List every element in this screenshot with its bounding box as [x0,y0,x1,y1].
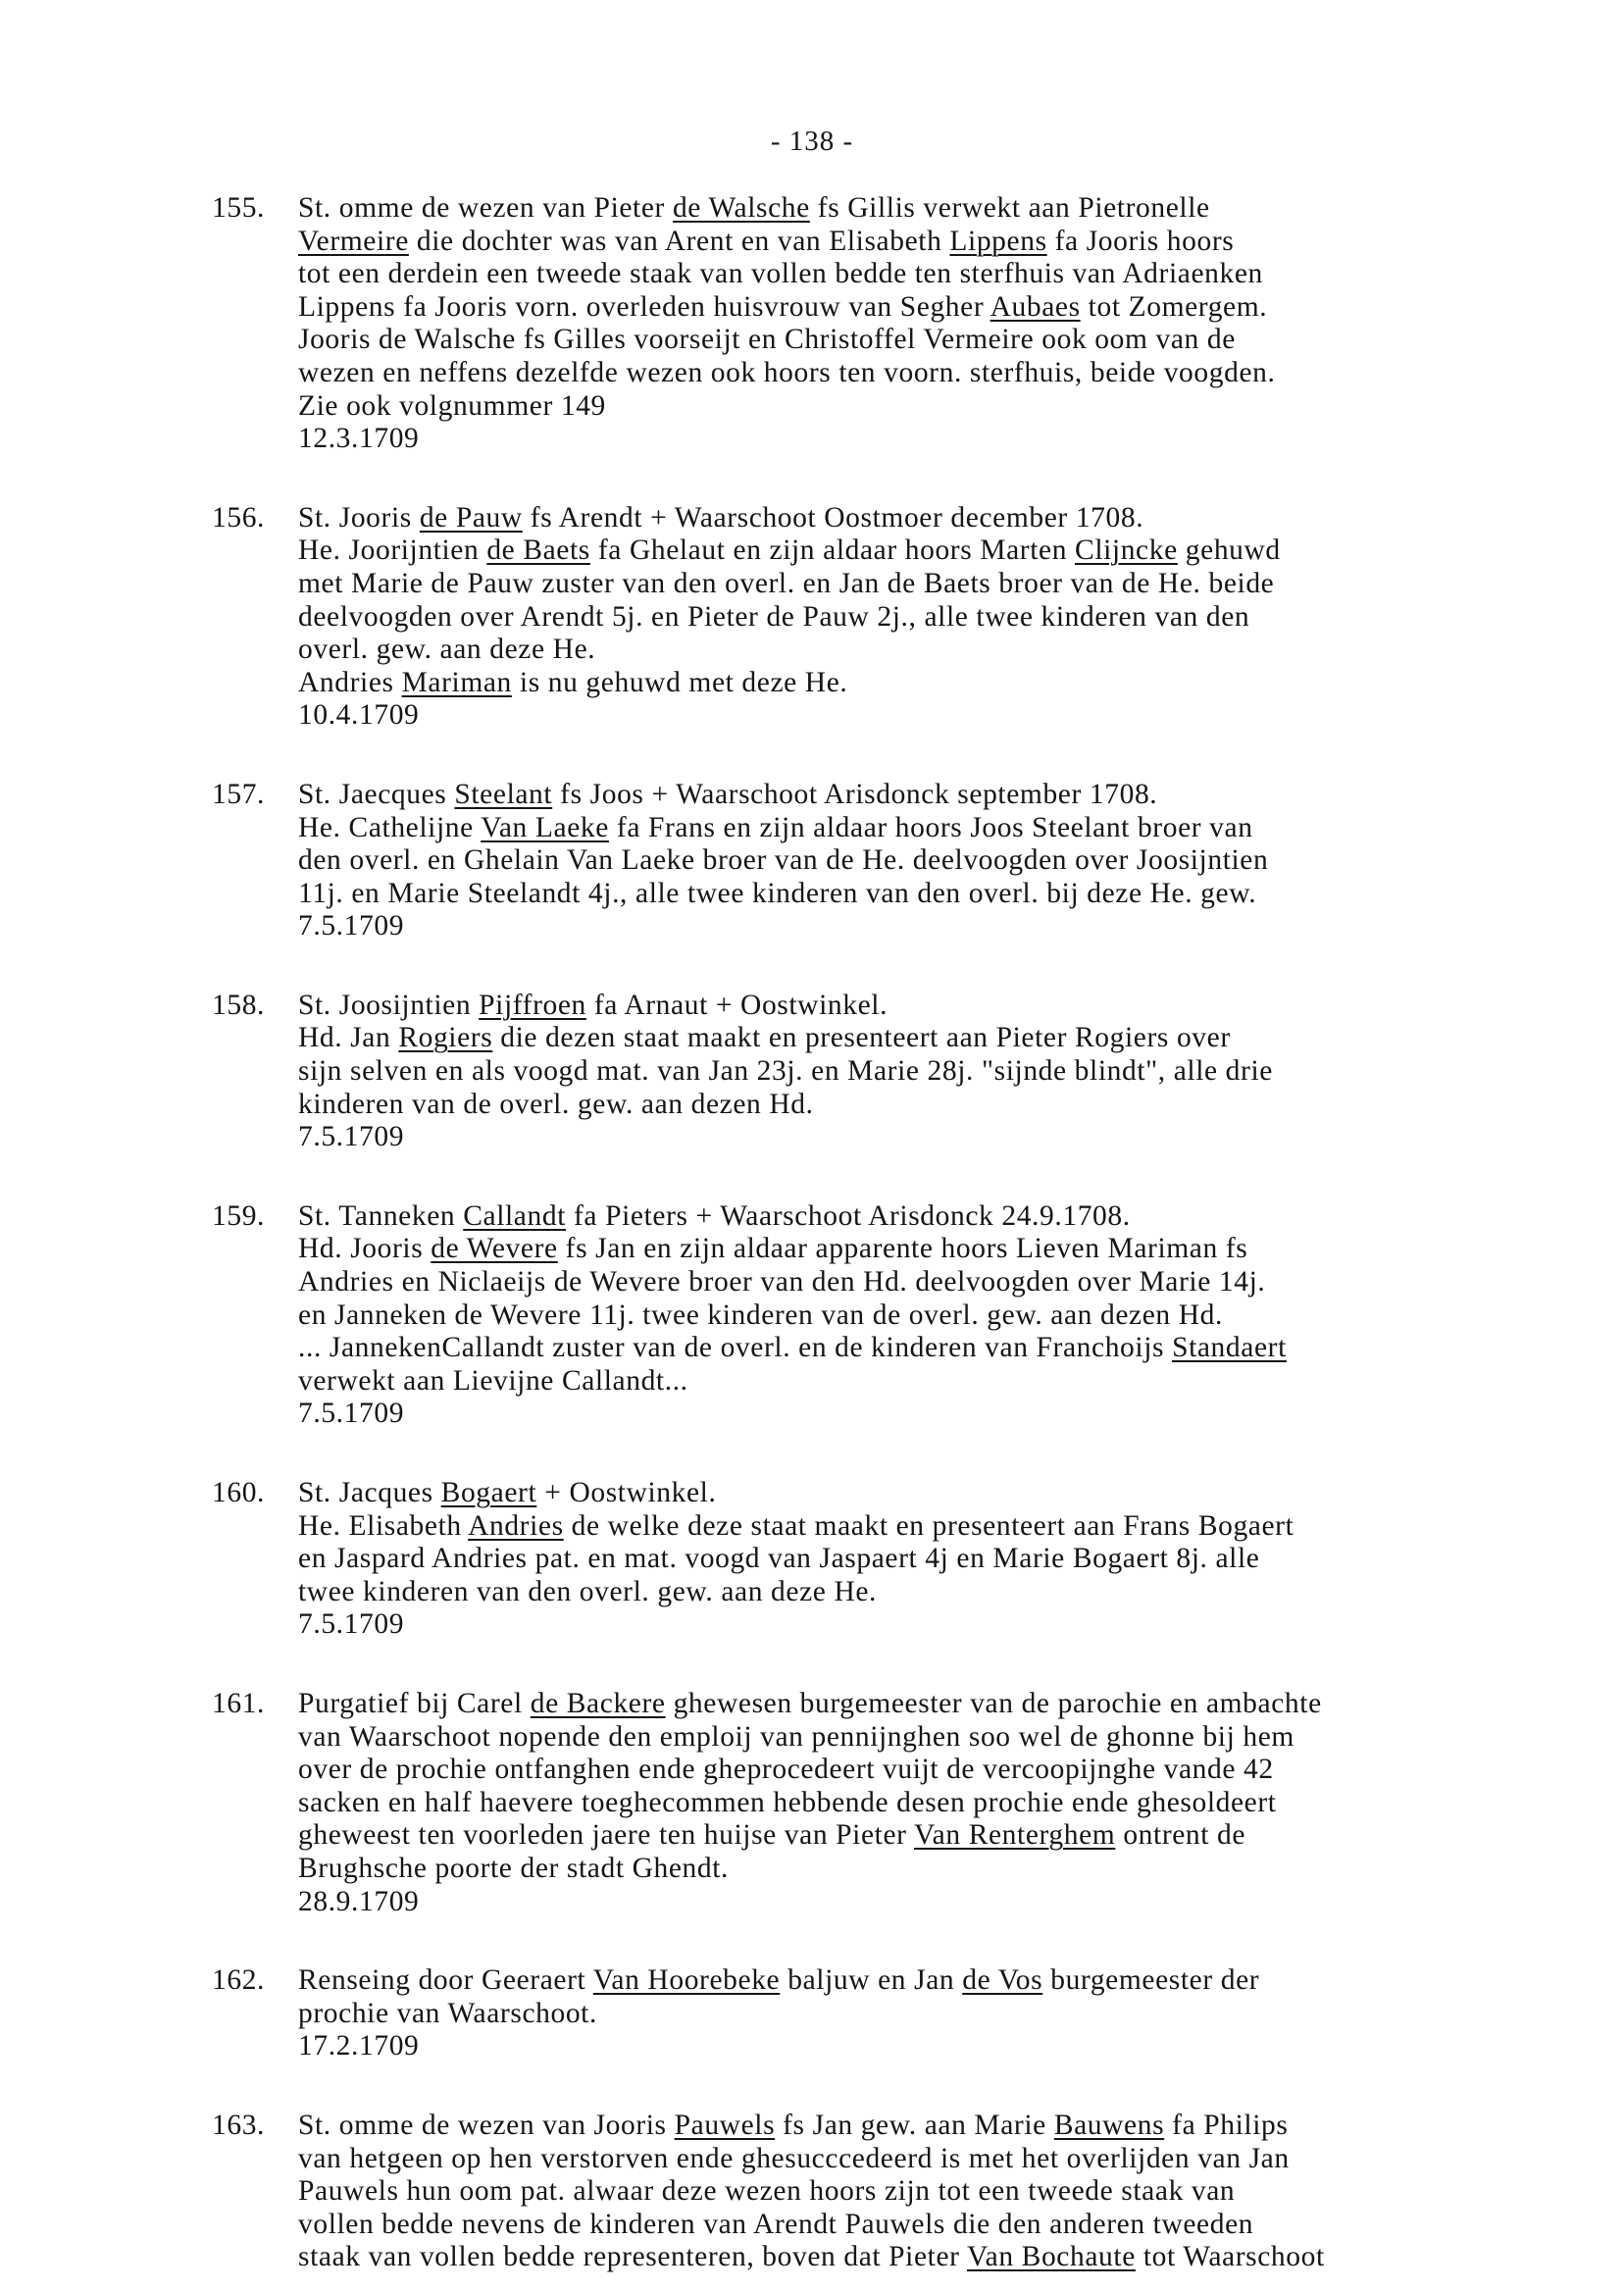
underlined-name: de Wevere [431,1233,558,1265]
text-run: fa Ghelaut en zijn aldaar hoors Marten [589,535,1076,567]
entry-line [298,1964,1585,1998]
text-run: is nu gehuwd met deze He. [511,666,848,698]
text-run: Hd. Jan [298,1022,399,1054]
text-run: fa Pieters + Waarschoot Arisdonck 24.9.1708. [566,1199,1131,1232]
text-run: sijn selven en als voogd mat. van Jan 23j. en Marie 28j. "sijnde blindt", alle drie [298,1055,1273,1088]
underlined-name: Mariman [401,666,512,698]
underlined-name: de Baets [486,535,590,567]
text-run: 7.5.1709 [298,1398,405,1430]
text-run: en Jaspard Andries pat. en mat. voogd van Jaspaert 4j en Marie Bogaert 8j. alle [298,1543,1260,1575]
text-run: He. Elisabeth [298,1509,469,1542]
text-run: He. Cathelijne [298,811,482,843]
text-run: den overl. en Ghelain Van Laeke broer van de He. deelvoogden over Joosijntien [298,844,1269,877]
entry [212,779,1585,943]
underlined-name: Pauwels [674,2109,776,2141]
text-run: overl. gew. aan deze He. [298,634,596,666]
text-run: Purgatief bij Carel [298,1687,531,1719]
entry-line [298,1266,1585,1299]
entry-line [298,1299,1585,1333]
entry-line [298,2030,1585,2063]
entry-line [298,324,1585,357]
text-run: sacken en half haevere toeghecommen hebbende desen prochie ende ghesoldeert [298,1786,1277,1818]
underlined-name: Standaert [1172,1332,1287,1364]
underlined-name: Lippens [949,225,1047,257]
text-run: Hd. Jooris [298,1233,431,1265]
entry-number: 159. [212,1199,266,1232]
text-run: verwekt aan Lievijne Callandt... [298,1364,688,1397]
entry-line [298,2241,1585,2274]
text-run: prochie van Waarschoot. [298,1997,597,2029]
text-run: ontrent de [1115,1819,1246,1852]
entry-line [298,226,1585,259]
text-run: Pauwels hun oom pat. alwaar deze wezen hoors zijn tot een tweede staak van [298,2175,1236,2208]
underlined-name: Steelant [454,778,553,810]
text-run: en Janneken de Wevere 11j. twee kinderen van de overl. gew. aan dezen Hd. [298,1298,1223,1331]
underlined-name: de Vos [962,1964,1043,1997]
text-run: fa Arnaut + Oostwinkel. [585,989,888,1021]
entry-line [298,1089,1585,1122]
entry-line [298,1121,1585,1154]
text-run: deelvoogden over Arendt 5j. en Pieter de Pauw 2j., alle twee kinderen van den [298,600,1250,633]
entry-line [298,1576,1585,1609]
entry-line [298,1721,1585,1755]
entries-list [212,192,1585,2274]
underlined-name: de Backere [530,1687,666,1719]
text-run: Jooris de Walsche fs Gilles voorseijt en Christoffel Vermeire ook oom van de [298,324,1236,356]
entry-number: 158. [212,989,266,1021]
entry-line [298,1819,1585,1853]
entry-line [298,634,1585,667]
entry-line [298,1998,1585,2031]
entry-line [298,1332,1585,1365]
underlined-name: Rogiers [398,1022,493,1054]
underlined-name: Van Renterghem [914,1819,1116,1852]
entry-line [298,535,1585,568]
text-run: gheweest ten voorleden jaere ten huijse van Pieter [298,1819,915,1852]
entry-line [298,2110,1585,2143]
entry-line [298,1055,1585,1089]
entry [212,1477,1585,1642]
underlined-name: Andries [468,1509,564,1542]
entry-line [298,1233,1585,1266]
text-run: over de prochie ontfanghen ende gheprocedeert vuijt de vercoopijnghe vande 42 [298,1754,1274,1786]
underlined-name: Van Hoorebeke [592,1964,781,1997]
entry-line [298,1754,1585,1787]
text-run: wezen en neffens dezelfde wezen ook hoors ten voorn. sterfhuis, beide voogden. [298,356,1276,388]
entry-line [298,291,1585,325]
text-run: St. omme de wezen van Jooris [298,2109,675,2141]
underlined-name: Clijncke [1075,535,1178,567]
entry-number: 161. [212,1687,266,1719]
text-run: 7.5.1709 [298,1608,405,1641]
text-run: fs Jan en zijn aldaar apparente hoors Lieven Mariman fs [557,1233,1248,1265]
text-run: Brughsche poorte der stadt Ghendt. [298,1852,730,1884]
text-run: 7.5.1709 [298,910,405,942]
text-run: St. Tanneken [298,1199,464,1232]
entry-line [298,390,1585,424]
text-run: staak van vollen bedde representeren, boven dat Pieter [298,2241,968,2273]
entry-line [298,1477,1585,1510]
entry-line [298,2143,1585,2176]
page-number: - 138 - [770,126,854,157]
underlined-name: Pijffroen [479,989,586,1021]
entry-line [298,699,1585,733]
text-run: tot een derdein een tweede staak van vollen bedde ten sterfhuis van Adriaenken [298,258,1263,290]
underlined-name: Van Bochaute [967,2241,1136,2273]
text-run: met Marie de Pauw zuster van den overl. en Jan de Baets broer van de He. beide [298,567,1275,599]
entry-line [298,844,1585,878]
entry-line [298,1608,1585,1642]
entry-line [298,568,1585,601]
underlined-name: Aubaes [990,290,1081,323]
text-run: Zie ook volgnummer 149 [298,389,606,422]
text-run: burgemeester der [1042,1964,1260,1997]
text-run: ghewesen burgemeester van de parochie en ambachte [665,1687,1322,1719]
entry [212,502,1585,733]
text-run: die dochter was van Arent en van Elisabeth [408,225,950,257]
entry-line [298,2209,1585,2242]
entry-line [298,258,1585,291]
text-run: 7.5.1709 [298,1121,405,1153]
entry-line [298,601,1585,635]
text-run: fs Arendt + Waarschoot Oostmoer december 1708. [522,501,1144,534]
text-run: Andries en Niclaeijs de Wevere broer van den Hd. deelvoogden over Marie 14j. [298,1266,1266,1298]
text-run: 17.2.1709 [298,2030,420,2062]
entry-number: 160. [212,1477,266,1508]
text-run: St. Jacques [298,1477,441,1508]
underlined-name: Bogaert [440,1477,537,1508]
underlined-name: de Pauw [419,501,523,534]
text-run: tot Zomergem. [1080,290,1268,323]
entry-line [298,357,1585,390]
text-run: St. Jaecques [298,778,455,810]
text-run: 11j. en Marie Steelandt 4j., alle twee kinderen van den overl. bij deze He. gew. [298,877,1257,909]
entry-number: 156. [212,501,266,534]
text-run: Andries [298,666,402,698]
entry-line [298,1886,1585,1919]
entry-line [298,667,1585,700]
underlined-name: Bauwens [1053,2109,1165,2141]
text-run: He. Joorijntien [298,535,487,567]
entry-line [298,1543,1585,1576]
text-run: fs Jan gew. aan Marie [775,2109,1054,2141]
entry-line [298,1787,1585,1820]
entry [212,192,1585,456]
entry [212,1200,1585,1431]
text-run: fa Philips [1164,2109,1289,2141]
entry-line [298,1688,1585,1721]
text-run: gehuwd [1177,535,1281,567]
text-run: 12.3.1709 [298,423,420,455]
text-run: St. Jooris [298,501,420,534]
text-run: fa Frans en zijn aldaar hoors Joos Steelant broer van [608,811,1253,843]
entry-line [298,990,1585,1023]
text-run: van Waarschoot nopende den emploij van pennijnghen soo wel de ghonne bij hem [298,1720,1294,1753]
entry-number: 163. [212,2109,266,2141]
text-run: Renseing door Geeraert [298,1964,593,1997]
text-run: vollen bedde nevens de kinderen van Arendt Pauwels die den anderen tweeden [298,2208,1254,2240]
text-run: fs Joos + Waarschoot Arisdonck september 1708. [552,778,1158,810]
entry-line [298,423,1585,456]
entry-line [298,2175,1585,2209]
entry-line [298,878,1585,911]
entry-line [298,1022,1585,1055]
entry-number: 162. [212,1964,266,1997]
entry-line [298,1365,1585,1399]
text-run: de welke deze staat maakt en presenteert aan Frans Bogaert [563,1509,1294,1542]
text-run: ... JannekenCallandt zuster van de overl. en de kinderen van Franchoijs [298,1332,1173,1364]
text-run: fs Gillis verwekt aan Pietronelle [809,192,1210,224]
entry [212,990,1585,1154]
entry-line [298,910,1585,943]
text-run: St. omme de wezen van Pieter [298,192,673,224]
entry [212,1688,1585,1918]
text-run: baljuw en Jan [780,1964,963,1997]
text-run: 28.9.1709 [298,1885,420,1917]
entry [212,2110,1585,2274]
entry-line [298,1398,1585,1431]
underlined-name: Vermeire [298,225,409,257]
entry-line [298,812,1585,845]
text-run: kinderen van de overl. gew. aan dezen Hd. [298,1088,814,1120]
entry [212,1964,1585,2063]
text-run: 10.4.1709 [298,699,420,732]
entry-line [298,779,1585,812]
text-run: St. Joosijntien [298,989,480,1021]
underlined-name: de Walsche [672,192,810,224]
entry-line [298,502,1585,535]
text-run: twee kinderen van den overl. gew. aan deze He. [298,1575,878,1607]
entry-line [298,1200,1585,1234]
text-run: tot Waarschoot [1135,2241,1325,2273]
text-run: fa Jooris hoors [1046,225,1235,257]
entry-number: 157. [212,778,266,810]
text-run: die dezen staat maakt en presenteert aan Pieter Rogiers over [492,1022,1231,1054]
entry-line [298,1853,1585,1886]
underlined-name: Callandt [463,1199,567,1232]
underlined-name: Van Laeke [481,811,609,843]
text-run: Lippens fa Jooris vorn. overleden huisvrouw van Segher [298,290,990,323]
text-run: + Oostwinkel. [536,1477,717,1508]
entry-line [298,192,1585,226]
entry-number: 155. [212,192,266,224]
entry-line [298,1510,1585,1544]
text-run: van hetgeen op hen verstorven ende ghesucccedeerd is met het overlijden van Jan [298,2142,1290,2174]
